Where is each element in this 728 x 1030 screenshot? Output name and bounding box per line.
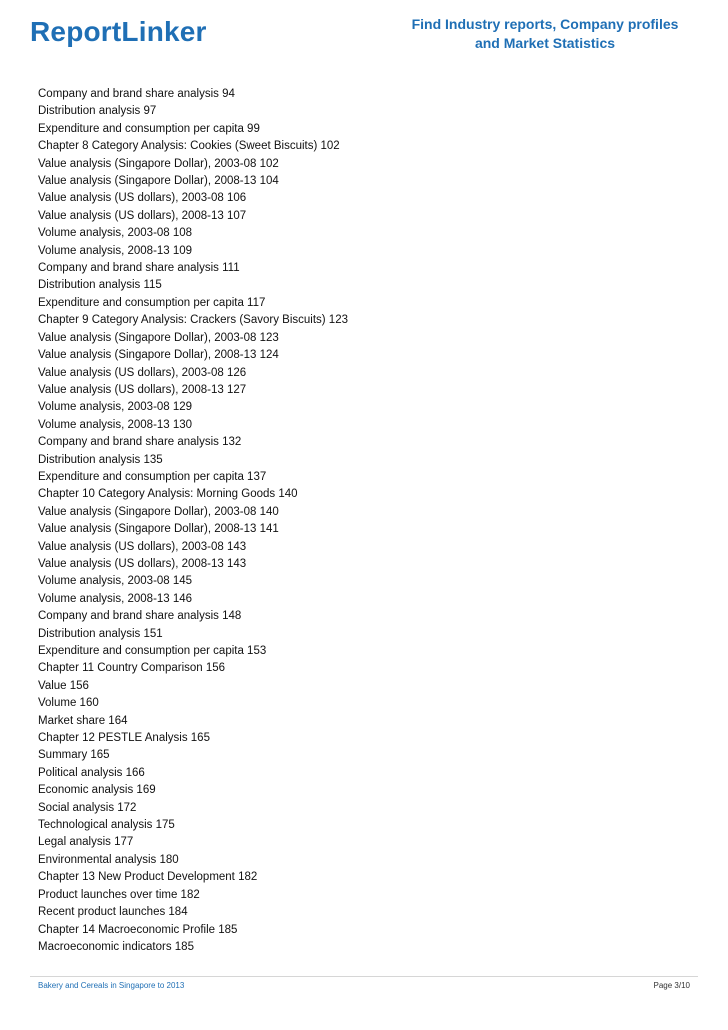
toc-entry: Expenditure and consumption per capita 137 — [38, 470, 267, 483]
toc-entry: Product launches over time 182 — [38, 888, 200, 901]
reportlinker-logo[interactable]: ReportLinker — [30, 16, 207, 47]
toc-entry: Value analysis (US dollars), 2008-13 143 — [38, 557, 247, 570]
toc-entry: Market share 164 — [38, 714, 128, 727]
toc-entry: Volume analysis, 2008-13 146 — [38, 592, 193, 605]
toc-entry: Value analysis (US dollars), 2003-08 126 — [38, 366, 247, 379]
toc-entry: Chapter 8 Category Analysis: Cookies (Sweet Biscuits) 102 — [38, 140, 340, 153]
toc-entry: Expenditure and consumption per capita 153 — [38, 645, 267, 657]
toc-entry: Value analysis (US dollars), 2008-13 107 — [38, 209, 247, 222]
tagline-line-1: Find Industry reports, Company profiles — [411, 16, 679, 32]
toc-entry: Value analysis (US dollars), 2003-08 106 — [38, 192, 247, 205]
header-tagline — [380, 15, 710, 53]
toc-entry: Chapter 9 Category Analysis: Crackers (Savory Biscuits) 123 — [38, 314, 348, 327]
toc-entry: Company and brand share analysis 148 — [38, 610, 242, 623]
toc-entry: Value analysis (Singapore Dollar), 2003-08 102 — [38, 157, 279, 170]
toc-entry: Chapter 12 PESTLE Analysis 165 — [38, 732, 210, 745]
toc-entry: Volume analysis, 2008-13 130 — [38, 418, 193, 431]
toc-entry: Distribution analysis 97 — [38, 105, 157, 118]
toc-entry: Company and brand share analysis 111 — [38, 262, 240, 275]
toc-entry: Distribution analysis 115 — [38, 279, 162, 292]
toc-entry: Value analysis (Singapore Dollar), 2008-13 104 — [38, 175, 279, 188]
toc-entry: Volume analysis, 2008-13 109 — [38, 244, 193, 257]
toc-entry: Expenditure and consumption per capita 117 — [38, 296, 266, 309]
toc-entry: Social analysis 172 — [38, 801, 137, 814]
toc-entry: Volume analysis, 2003-08 145 — [38, 575, 193, 588]
toc-entry: Economic analysis 169 — [38, 784, 156, 797]
toc-entry: Value analysis (Singapore Dollar), 2003-08 123 — [38, 331, 279, 344]
toc-entry: Volume 160 — [38, 697, 99, 710]
table-of-contents — [38, 86, 348, 956]
footer-divider — [30, 976, 698, 977]
toc-entry: Macroeconomic indicators 185 — [38, 940, 194, 953]
toc-entry: Environmental analysis 180 — [38, 853, 179, 866]
tagline-line-2: and Market Statistics — [474, 35, 616, 51]
toc-entry: Value 156 — [38, 679, 89, 692]
toc-entry: Value analysis (Singapore Dollar), 2008-13 124 — [38, 349, 279, 362]
footer-report-title[interactable]: Bakery and Cereals in Singapore to 2013 — [38, 981, 185, 990]
toc-entry: Summary 165 — [38, 749, 110, 762]
toc-entry: Chapter 13 New Product Development 182 — [38, 871, 258, 884]
toc-entry: Political analysis 166 — [38, 766, 145, 779]
toc-entry: Technological analysis 175 — [38, 819, 175, 832]
toc-entry: Chapter 11 Country Comparison 156 — [38, 662, 226, 675]
toc-entry: Value analysis (US dollars), 2008-13 127 — [38, 383, 247, 396]
page-number: Page 3/10 — [653, 981, 690, 990]
toc-entry: Value analysis (Singapore Dollar), 2008-13 141 — [38, 523, 279, 536]
toc-entry: Volume analysis, 2003-08 108 — [38, 227, 193, 240]
toc-entry: Recent product launches 184 — [38, 906, 188, 919]
toc-entry: Legal analysis 177 — [38, 836, 134, 849]
toc-entry: Distribution analysis 135 — [38, 453, 163, 466]
toc-entry: Company and brand share analysis 94 — [38, 88, 235, 100]
toc-entry: Expenditure and consumption per capita 99 — [38, 122, 260, 135]
toc-entry: Value analysis (US dollars), 2003-08 143 — [38, 540, 247, 553]
toc-entry: Chapter 14 Macroeconomic Profile 185 — [38, 923, 238, 936]
toc-entry: Volume analysis, 2003-08 129 — [38, 401, 193, 414]
toc-entry: Chapter 10 Category Analysis: Morning Goods 140 — [38, 488, 298, 501]
page-header — [0, 0, 728, 80]
toc-entry: Company and brand share analysis 132 — [38, 436, 242, 449]
toc-entry: Distribution analysis 151 — [38, 627, 163, 640]
toc-entry: Value analysis (Singapore Dollar), 2003-08 140 — [38, 505, 279, 518]
